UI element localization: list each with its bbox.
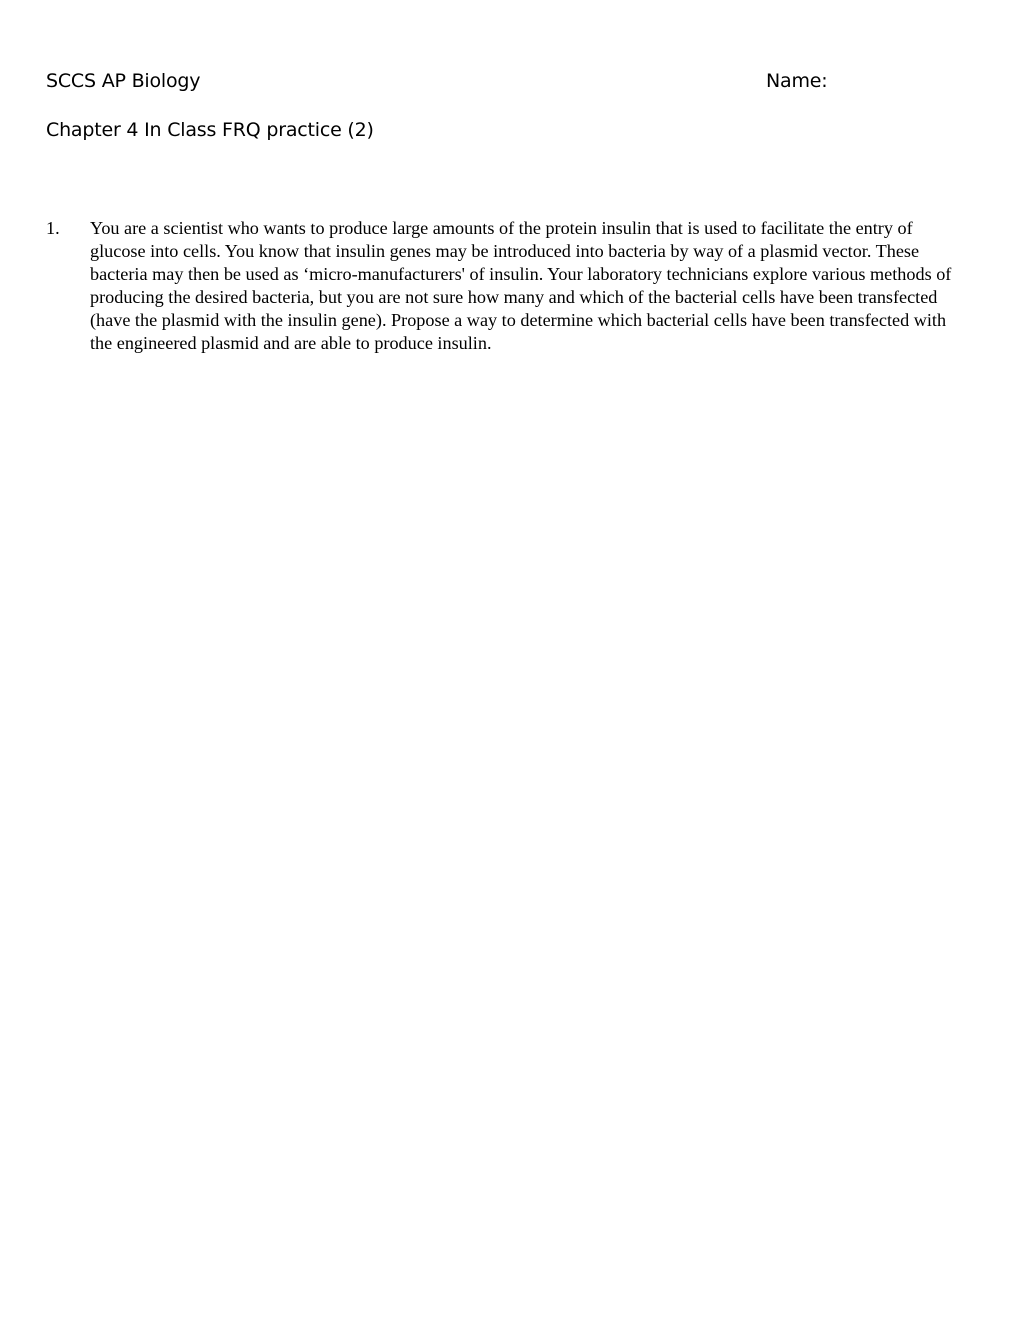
worksheet-subtitle: Chapter 4 In Class FRQ practice (2): [46, 119, 374, 141]
question-text: You are a scientist who wants to produce large amounts of the protein insulin that is used to facilitate the entry of glucose into cells. You know that insulin genes may be introduced into bacteria by way of a plasmid vector. These bacteria may then be used as ‘micro-manufacturers' of insulin. Your laboratory technicians explore various methods of producing the desired bacteria, but you are not sure how many and which of the bacterial cells have been transfected (have the plasmid with the insulin gene). Propose a way to determine which bacterial cells have been transfected with the engineered plasmid and are able to produce insulin.: [90, 218, 952, 353]
question-item: [46, 217, 956, 355]
question-number: 1.: [46, 218, 60, 238]
name-label: Name:: [766, 70, 828, 92]
course-title: SCCS AP Biology: [46, 70, 201, 92]
